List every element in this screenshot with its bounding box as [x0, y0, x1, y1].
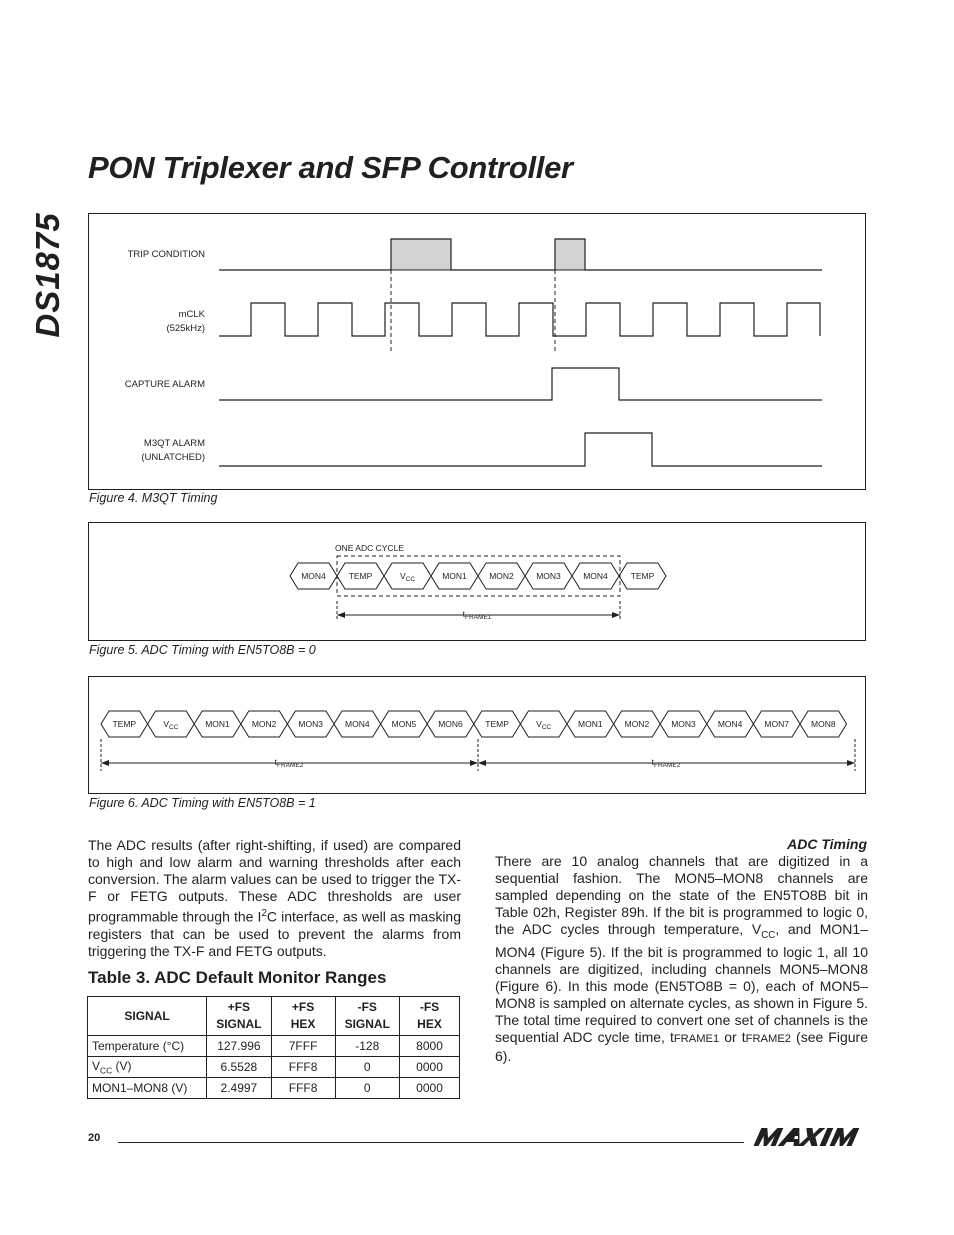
figure6-arrowhead-2-right	[847, 760, 855, 766]
figure6-segment-label-3: MON2	[251, 719, 277, 729]
cell-pfs-signal: 2.4997	[207, 1078, 272, 1099]
cell-signal	[88, 1057, 207, 1078]
figure5-segment-label-4: MON2	[489, 571, 514, 581]
figure6-segment-sub-9: CC	[541, 724, 552, 731]
figure6-segment-label-10: MON1	[578, 719, 603, 729]
figure5-segment-label-2: $V_{CC}$	[399, 571, 416, 583]
figure6-segment-label-0: TEMP	[112, 719, 137, 729]
label-capture-alarm: CAPTURE ALARM	[124, 379, 205, 390]
cell-signal-sub: CC	[100, 1065, 113, 1076]
figure6-box	[88, 676, 866, 794]
figure6-segment-label-12: MON3	[671, 719, 696, 729]
cell-nfs-hex: 0000	[400, 1057, 460, 1078]
cell-signal: Temperature (°C)	[88, 1036, 207, 1057]
figure4-timing-diagram	[89, 214, 867, 491]
th-nfs-hex-a: -FS	[419, 1000, 440, 1014]
right-para-part-1: There are 10 analog channels that are digitized in a sequential fashion. The MON5–MON8 channels are sampled depending on the state of the EN5TO8B bit in Table 02h, Register 89h. If the bit is programmed to logic 0, the ADC cycles through temperature, V	[495, 853, 868, 937]
left-column-paragraph	[88, 837, 461, 960]
figure6-arrowhead-1-right	[470, 760, 478, 766]
th-nfs-signal-a: -FS	[357, 1000, 377, 1014]
figure5-arrowhead-right	[612, 612, 620, 618]
figure5-caption: Figure 5. ADC Timing with EN5TO8B = 0	[89, 643, 316, 657]
mclk-waveform	[219, 303, 820, 336]
table-row	[88, 1057, 460, 1078]
cell-pfs-signal: 127.996	[207, 1036, 272, 1057]
label-trip-condition: TRIP CONDITION	[127, 249, 205, 260]
figure4-box	[88, 213, 866, 490]
th-pfs-hex	[271, 997, 335, 1036]
cell-signal: MON1–MON8 (V)	[88, 1078, 207, 1099]
figure6-segment-label-4: MON3	[298, 719, 323, 729]
right-para-part-2: , and MON1–MON4 (Figure 5). If the bit is programmed to logic 1, all 10 channels are digitized, including channels MON5–MON8 (Figure 6). In this mode (EN5TO8B = 0), each of MON5–MON8 is sampled on alternate cycles, as shown in Figure 5. The total time required to convert one set of channels is the sequential ADC cycle time, t	[495, 921, 868, 1045]
figure5-adc-timing	[89, 523, 867, 642]
side-part-number	[26, 210, 70, 340]
capture-alarm-waveform	[219, 368, 822, 400]
figure5-frame-label: $t_{FRAME1}$	[462, 609, 492, 621]
trip-region-1	[391, 239, 451, 270]
figure6-adc-timing	[89, 677, 867, 795]
cell-nfs-signal: -128	[335, 1036, 400, 1057]
figure6-segment-label-15: MON8	[811, 719, 836, 729]
cell-nfs-hex: 8000	[400, 1036, 460, 1057]
cell-pfs-hex: FFF8	[271, 1057, 335, 1078]
cell-signal-main: V	[92, 1058, 101, 1073]
table-row	[88, 1036, 460, 1057]
figure6-segment-label-2: MON1	[205, 719, 230, 729]
label-mclk: mCLK	[178, 309, 205, 320]
page-title: PON Triplexer and SFP Controller	[88, 150, 573, 185]
table3-adc-monitor-ranges	[87, 996, 460, 1099]
figure6-arrowhead-1-left	[101, 760, 109, 766]
cell-signal-unit: (V)	[112, 1058, 132, 1073]
th-pfs-hex-a: +FS	[291, 1000, 315, 1014]
table-row	[88, 1078, 460, 1099]
figure6-segment-label-5: MON4	[345, 719, 370, 729]
figure6-frame-label-2: $t_{FRAME2}$	[651, 757, 681, 769]
table3-title: Table 3. ADC Default Monitor Ranges	[88, 968, 387, 987]
adc-results-paragraph	[88, 837, 461, 960]
left-para-sup: 2	[261, 908, 267, 919]
left-para-part-2: C interface, as well as masking registers that can be used to prevent the alarms from triggering the TX-F and FETG outputs.	[88, 908, 462, 959]
footer-rule	[118, 1142, 744, 1143]
cell-nfs-signal: 0	[335, 1078, 400, 1099]
figure5-arrowhead-left	[337, 612, 345, 618]
figure5-segment-label-1: TEMP	[348, 571, 373, 581]
cell-pfs-hex: FFF8	[271, 1078, 335, 1099]
label-m3qt-alarm: M3QT ALARM	[143, 438, 205, 449]
maxim-logo	[752, 1126, 866, 1148]
adc-timing-paragraph	[495, 853, 868, 1065]
right-para-frame1: FRAME1	[673, 1032, 720, 1045]
cell-pfs-hex: 7FFF	[271, 1036, 335, 1057]
cell-nfs-signal: 0	[335, 1057, 400, 1078]
figure6-segment-label-1: $V_{CC}$	[163, 719, 179, 731]
th-nfs-hex-b: HEX	[417, 1017, 442, 1031]
figure5-segments	[290, 563, 666, 589]
figure6-segment-sub-1: CC	[169, 724, 179, 731]
cell-nfs-hex: 0000	[400, 1078, 460, 1099]
adc-timing-heading: ADC Timing	[787, 836, 867, 852]
right-column-paragraph	[495, 853, 868, 1065]
figure6-segment-label-11: MON2	[624, 719, 650, 729]
th-nfs-hex	[400, 997, 460, 1036]
figure5-segment-label-5: MON3	[536, 571, 561, 581]
figure5-segment-sub-2: CC	[405, 576, 416, 583]
figure6-segments	[101, 711, 847, 737]
th-pfs-signal	[207, 997, 272, 1036]
right-para-end: (see Figure 6).	[495, 1028, 868, 1064]
th-nfs-signal	[335, 997, 400, 1036]
trip-condition-waveform	[219, 239, 822, 270]
side-part-number-text: DS1875	[29, 212, 66, 338]
figure6-segment-label-8: TEMP	[485, 719, 509, 729]
figure5-box	[88, 522, 866, 641]
th-pfs-signal-a: +FS	[227, 1000, 251, 1014]
figure6-frame-sub-2: FRAME2	[654, 762, 681, 769]
figure6-arrowhead-2-left	[478, 760, 486, 766]
right-para-sub-cc: CC	[761, 929, 776, 941]
figure6-caption: Figure 6. ADC Timing with EN5TO8B = 1	[89, 796, 316, 810]
right-para-frame2: FRAME2	[745, 1032, 792, 1045]
th-pfs-hex-b: HEX	[290, 1017, 316, 1031]
figure5-segment-label-3: MON1	[442, 571, 467, 581]
figure6-frame-label-1: $t_{FRAME2}$	[274, 757, 304, 769]
figure6-frame-sub-1: FRAME2	[277, 762, 304, 769]
cell-pfs-signal: 6.5528	[207, 1057, 272, 1078]
th-signal: SIGNAL	[88, 997, 207, 1036]
page-number: 20	[88, 1132, 101, 1144]
figure6-segment-label-7: MON6	[438, 719, 463, 729]
figure6-segment-label-14: MON7	[764, 719, 789, 729]
label-m3qt-unlatched: (UNLATCHED)	[141, 452, 205, 463]
figure5-segment-label-0: MON4	[301, 571, 326, 581]
right-para-or: or t	[719, 1028, 746, 1045]
figure6-segment-label-9: $V_{CC}$	[536, 719, 552, 731]
figure5-cycle-label: ONE ADC CYCLE	[335, 543, 404, 553]
trip-region-2	[555, 239, 585, 270]
th-pfs-signal-b: SIGNAL	[216, 1017, 262, 1031]
figure5-frame-sub: FRAME1	[465, 614, 492, 621]
figure6-segment-label-6: MON5	[391, 719, 417, 729]
figure5-segment-label-7: TEMP	[630, 571, 655, 581]
label-mclk-freq: (525kHz)	[166, 323, 205, 334]
table3-header-row	[88, 997, 460, 1036]
figure4-caption: Figure 4. M3QT Timing	[89, 491, 218, 505]
left-para-part-1: The ADC results (after right-shifting, if used) are compared to high and low alarm and warning thresholds after each conversion. The alarm values can be used to trigger the TX-F or FETG outputs. These ADC thresholds are user programmable through the I	[88, 837, 461, 925]
figure5-segment-label-6: MON4	[583, 571, 608, 581]
th-nfs-signal-b: SIGNAL	[344, 1017, 390, 1031]
figure6-segment-label-13: MON4	[717, 719, 743, 729]
m3qt-alarm-waveform	[219, 433, 822, 466]
